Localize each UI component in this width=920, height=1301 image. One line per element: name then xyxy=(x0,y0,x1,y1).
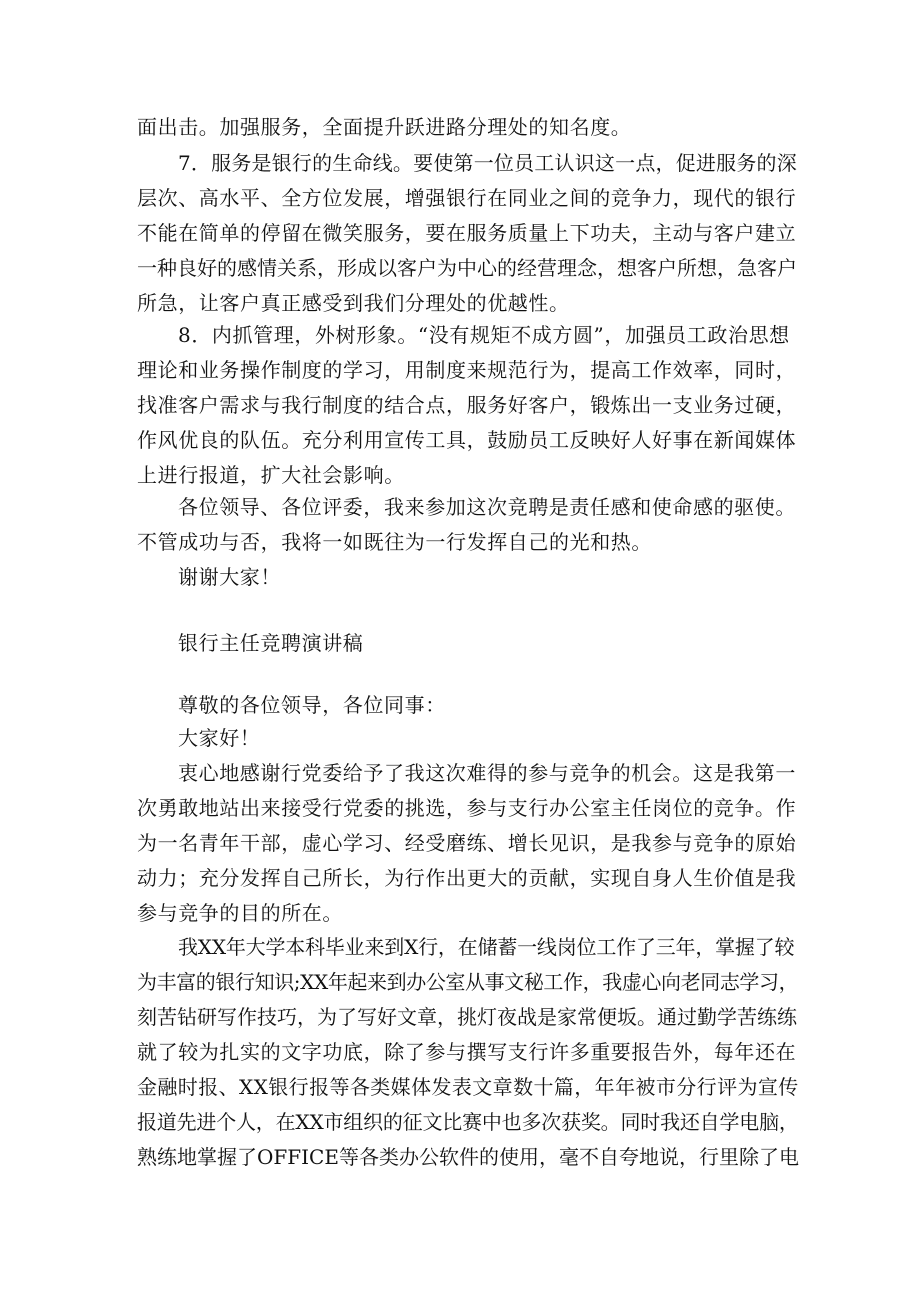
text-line: 刻苦钻研写作技巧，为了写好文章，挑灯夜战是家常便坂。通过勤学苦练练 xyxy=(137,1005,797,1029)
text-line: 层次、高水平、全方位发展，增强银行在同业之间的竞争力，现代的银行 xyxy=(137,186,797,210)
text-line: 理论和业务操作制度的学习，用制度来规范行为，提高工作效率，同时， xyxy=(137,358,797,382)
text-line: 面出击。加强服务，全面提升跃进路分理处的知名度。 xyxy=(137,115,632,139)
section-title: 银行主任竞聘演讲稿 xyxy=(178,631,364,655)
text-line: 不管成功与否，我将一如既往为一行发挥自己的光和热。 xyxy=(137,530,652,554)
text-line: 找准客户需求与我行制度的结合点，服务好客户，锻炼出一支业务过硬， xyxy=(137,393,797,417)
text-line: 7．服务是银行的生命线。要使第一位员工认识这一点，促进服务的深 xyxy=(178,151,797,175)
text-line: 参与竞争的目的所在。 xyxy=(137,901,343,925)
text-line: 金融时报、XX银行报等各类媒体发表文章数十篇，年年被市分行评为宣传 xyxy=(137,1075,799,1099)
text-line: 不能在简单的停留在微笑服务，要在服务质量上下功夫，主动与客户建立 xyxy=(137,221,797,245)
text-line: 次勇敢地站出来接受行党委的挑选，参与支行办公室主任岗位的竞争。作 xyxy=(137,796,797,820)
text-line: 熟练地掌握了OFFICE等各类办公软件的使用，毫不自夸地说，行里除了电 xyxy=(137,1145,799,1169)
text-line: 作风优良的队伍。充分利用宣传工具，鼓励员工反映好人好事在新闻媒体 xyxy=(137,428,797,452)
text-line: 报道先进个人，在XX市组织的征文比赛中也多次获奖。同时我还自学电脑， xyxy=(137,1110,799,1134)
text-line: 8．内抓管理，外树形象。“没有规矩不成方圆”，加强员工政治思想 xyxy=(178,323,790,347)
text-line: 为丰富的银行知识;XX年起来到办公室从事文秘工作，我虚心向老同志学习， xyxy=(137,970,799,994)
text-line: 谢谢大家！ xyxy=(178,565,281,589)
text-line: 各位领导、各位评委，我来参加这次竞聘是责任感和使命感的驱使。 xyxy=(178,495,796,519)
text-line: 大家好！ xyxy=(178,726,261,750)
text-line: 衷心地感谢行党委给予了我这次难得的参与竞争的机会。这是我第一 xyxy=(178,761,796,785)
text-line: 所急，让客户真正感受到我们分理处的优越性。 xyxy=(137,291,570,315)
text-line: 上进行报道，扩大社会影响。 xyxy=(137,463,405,487)
text-line: 动力；充分发挥自己所长，为行作出更大的贡献，实现自身人生价值是我 xyxy=(137,866,797,890)
text-line: 我XX年大学本科毕业来到X行，在储蓄一线岗位工作了三年，掌握了较 xyxy=(178,935,795,959)
text-line: 一种良好的感情关系，形成以客户为中心的经营理念，想客户所想，急客户 xyxy=(137,256,797,280)
text-line: 尊敬的各位领导，各位同事： xyxy=(178,693,446,717)
text-line: 为一名青年干部，虚心学习、经受磨练、增长见识，是我参与竞争的原始 xyxy=(137,831,797,855)
text-line: 就了较为扎实的文字功底，除了参与撰写支行许多重要报告外，每年还在 xyxy=(137,1040,797,1064)
